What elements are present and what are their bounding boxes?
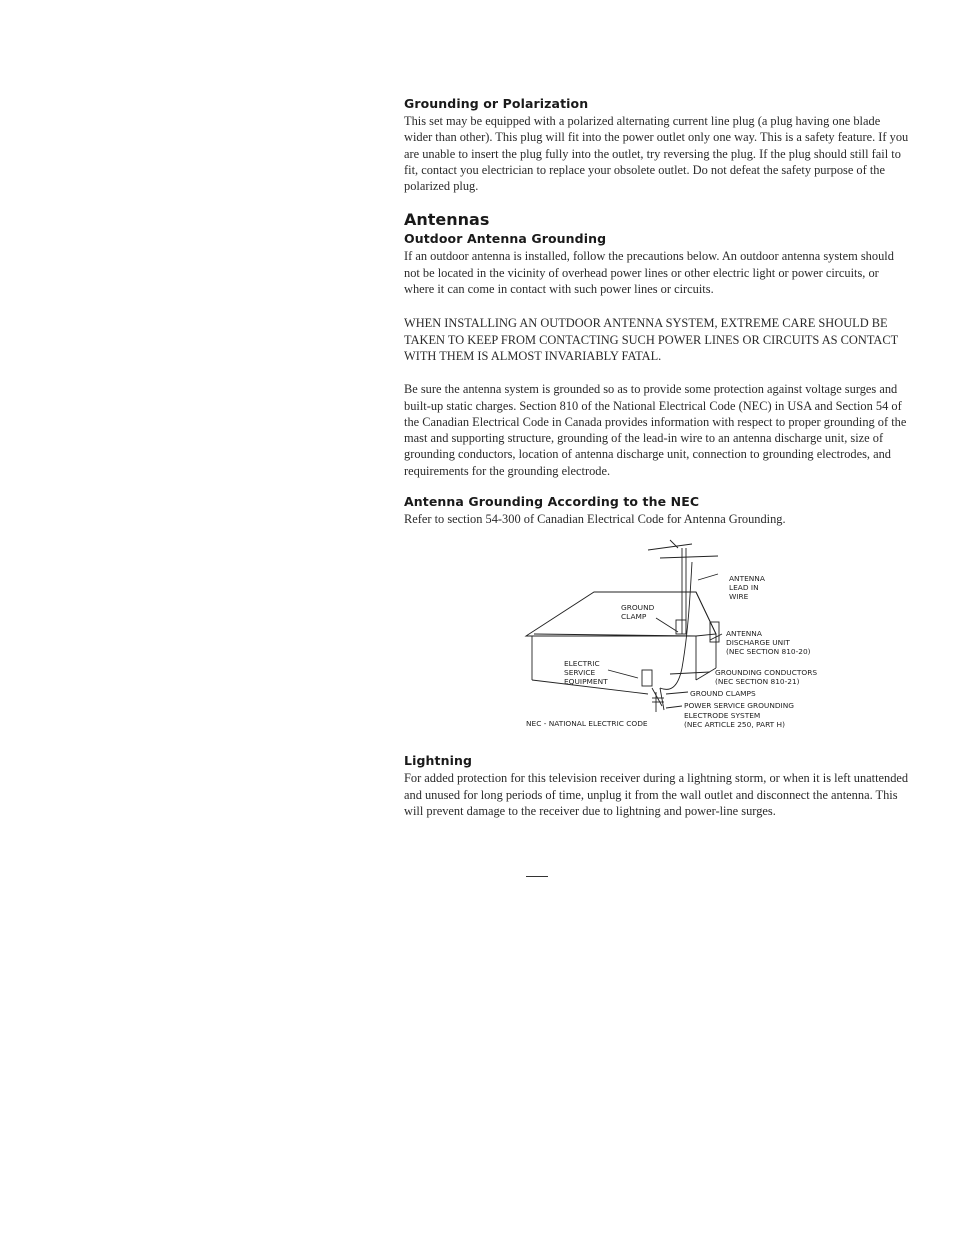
- label-lead-in-3: WIRE: [729, 592, 749, 601]
- nec-heading: Antenna Grounding According to the NEC: [404, 494, 700, 510]
- antennas-heading: Antennas: [404, 210, 490, 230]
- label-lead-in-2: LEAD IN: [729, 583, 759, 592]
- lightning-heading: Lightning: [404, 753, 473, 769]
- page-footer-mark: [526, 876, 548, 877]
- label-power-3: (NEC ARTICLE 250, PART H): [684, 720, 785, 729]
- label-power-1: POWER SERVICE GROUNDING: [684, 701, 794, 710]
- label-power-2: ELECTRODE SYSTEM: [684, 711, 761, 720]
- label-conductors-1: GROUNDING CONDUCTORS: [715, 668, 818, 677]
- grounding-paragraph: This set may be equipped with a polarized alternating current line plug (a plug having one blade wider than other). This plug will fit into the power outlet only one way. This is a safety feature. If you are unable to insert the plug fully into the outlet, try reversing the plug. If the plug should still fail to fit, contact you electrician to replace your obsolete outlet. Do not defeat the safety purpose of the polarized plug.: [404, 114, 909, 194]
- label-lead-in-1: ANTENNA: [729, 574, 765, 583]
- antenna-grounding-illustration: [520, 538, 830, 734]
- label-ground-clamp-1: GROUND: [621, 603, 655, 612]
- label-discharge-3: (NEC SECTION 810-20): [726, 647, 811, 656]
- label-electric-3: EQUIPMENT: [564, 677, 608, 686]
- grounded-paragraph: Be sure the antenna system is grounded so as to provide some protection against voltage surges and built-up static charges. Section 810 of the National Electrical Code (NEC) in USA and Section 54 of the Canadian Electrical Code in Canada provides information with respect to proper grounding of the mast and supporting structure, grounding of the lead-in wire to an antenna discharge unit, size of grounding conductors, location of antenna discharge unit, connection to grounding electrodes, and requirements for the grounding electrode.: [404, 382, 907, 478]
- antenna-grounding-diagram: [520, 538, 830, 734]
- lightning-paragraph: For added protection for this television receiver during a lightning storm, or when it is left unattended and unused for long periods of time, unplug it from the wall outlet and disconnect the antenna. This will prevent damage to the receiver due to lightning and power-line surges.: [404, 771, 909, 818]
- label-ground-clamp-2: CLAMP: [621, 612, 647, 621]
- label-electric-2: SERVICE: [564, 668, 596, 677]
- label-discharge-1: ANTENNA: [726, 629, 762, 638]
- label-discharge-2: DISCHARGE UNIT: [726, 638, 790, 647]
- grounding-heading: Grounding or Polarization: [404, 96, 589, 111]
- label-ground-clamps: GROUND CLAMPS: [690, 689, 756, 698]
- outdoor-antenna-paragraph: If an outdoor antenna is installed, follow the precautions below. An outdoor antenna system should not be located in the vicinity of overhead power lines or other electric light or power circuits, or where it can come in contact with such power lines or circuits.: [404, 249, 894, 297]
- label-electric-1: ELECTRIC: [564, 659, 600, 668]
- label-conductors-2: (NEC SECTION 810-21): [715, 677, 800, 686]
- label-nec: NEC - NATIONAL ELECTRIC CODE: [526, 719, 648, 728]
- outdoor-antenna-heading: Outdoor Antenna Grounding: [404, 231, 607, 247]
- nec-paragraph: Refer to section 54-300 of Canadian Electrical Code for Antenna Grounding.: [404, 512, 786, 527]
- warning-paragraph: WHEN INSTALLING AN OUTDOOR ANTENNA SYSTEM, EXTREME CARE SHOULD BE TAKEN TO KEEP FROM CONTACTING SUCH POWER LINES OR CIRCUITS AS CONTACT WITH THEM IS ALMOST INVARIABLY FATAL.: [404, 316, 898, 363]
